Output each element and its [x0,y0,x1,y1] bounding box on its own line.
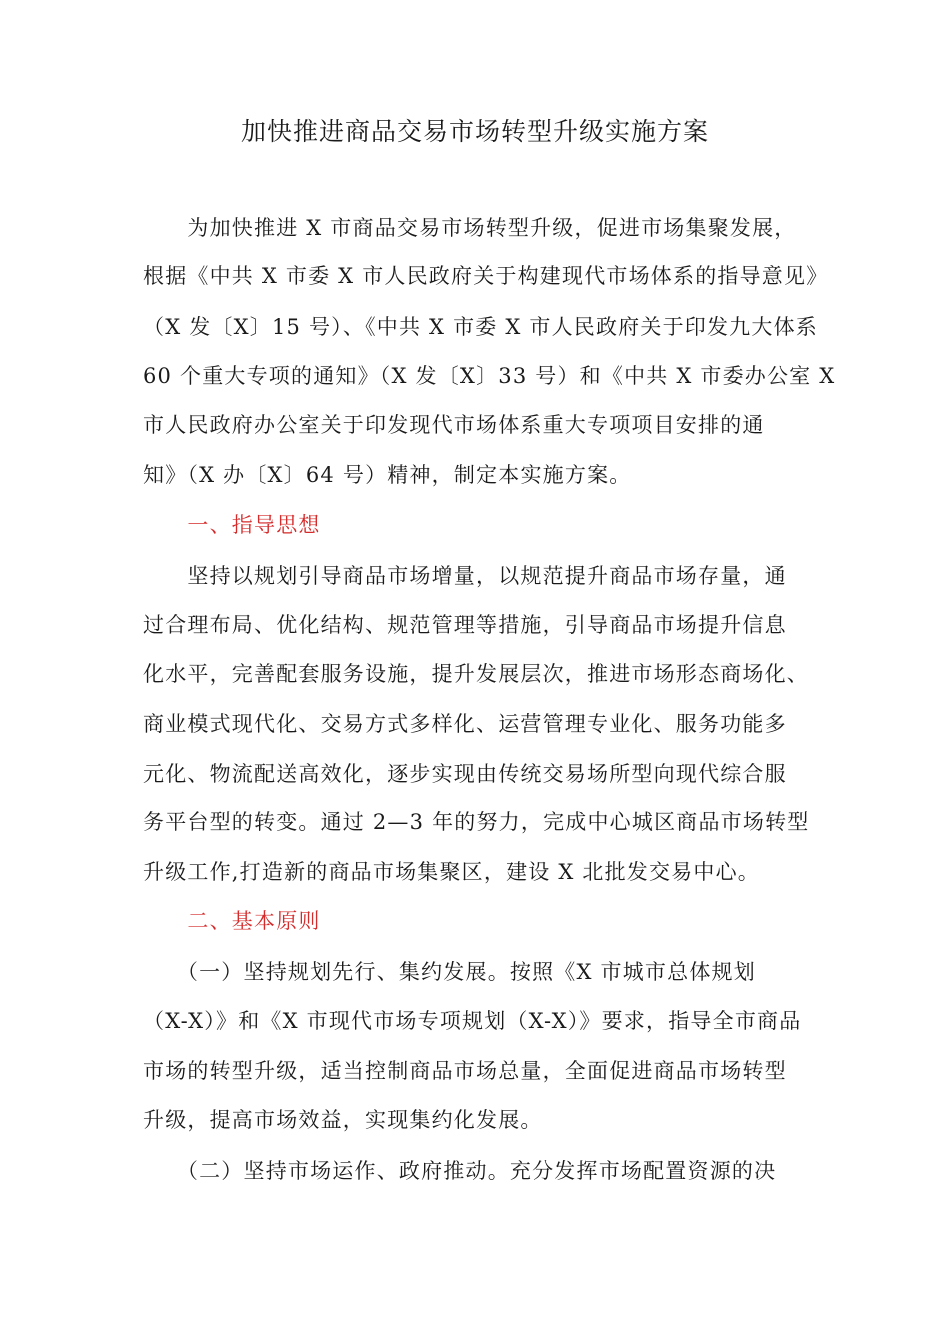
body-line: 元化、物流配送高效化，逐步实现由传统交易场所型向现代综合服 [143,762,787,786]
body-line: 务平台型的转变。通过 2—3 年的努力，完成中心城区商品市场转型 [143,810,810,834]
body-line: 化水平，完善配套服务设施，提升发展层次，推进市场形态商场化、 [143,662,809,686]
body-line: 市人民政府办公室关于印发现代市场体系重大专项项目安排的通 [143,413,765,437]
section-heading-guiding-ideology: 一、指导思想 [143,513,321,537]
body-line: 升级工作,打造新的商品市场集聚区，建设 X 北批发交易中心。 [143,860,760,884]
body-line: （X 发〔X〕15 号）、《中共 X 市委 X 市人民政府关于印发九大体系 [143,315,818,339]
section-heading-basic-principles: 二、基本原则 [143,909,321,933]
body-line: 60 个重大专项的通知》（X 发〔X〕33 号）和《中共 X 市委办公室 X [143,364,836,388]
body-line: 市场的转型升级，适当控制商品市场总量，全面促进商品市场转型 [143,1059,787,1083]
body-line: 升级，提高市场效益，实现集约化发展。 [143,1108,543,1132]
body-line: 根据《中共 X 市委 X 市人民政府关于构建现代市场体系的指导意见》 [143,264,829,288]
body-line: （一）坚持规划先行、集约发展。按照《X 市城市总体规划 [143,960,756,984]
document-title: 加快推进商品交易市场转型升级实施方案 [240,117,709,146]
body-line: （二）坚持市场运作、政府推动。充分发挥市场配置资源的决 [143,1159,777,1183]
body-line: 为加快推进 X 市商品交易市场转型升级，促进市场集聚发展， [143,216,797,240]
body-line: 商业模式现代化、交易方式多样化、运营管理专业化、服务功能多 [143,712,787,736]
body-line: 过合理布局、优化结构、规范管理等措施，引导商品市场提升信息 [143,613,787,637]
body-line: 坚持以规划引导商品市场增量，以规范提升商品市场存量，通 [143,564,787,588]
body-line: （X-X）》和《X 市现代市场专项规划（X-X）》要求，指导全市商品 [143,1009,802,1033]
body-line: 知》（X 办〔X〕64 号）精神，制定本实施方案。 [143,463,632,487]
